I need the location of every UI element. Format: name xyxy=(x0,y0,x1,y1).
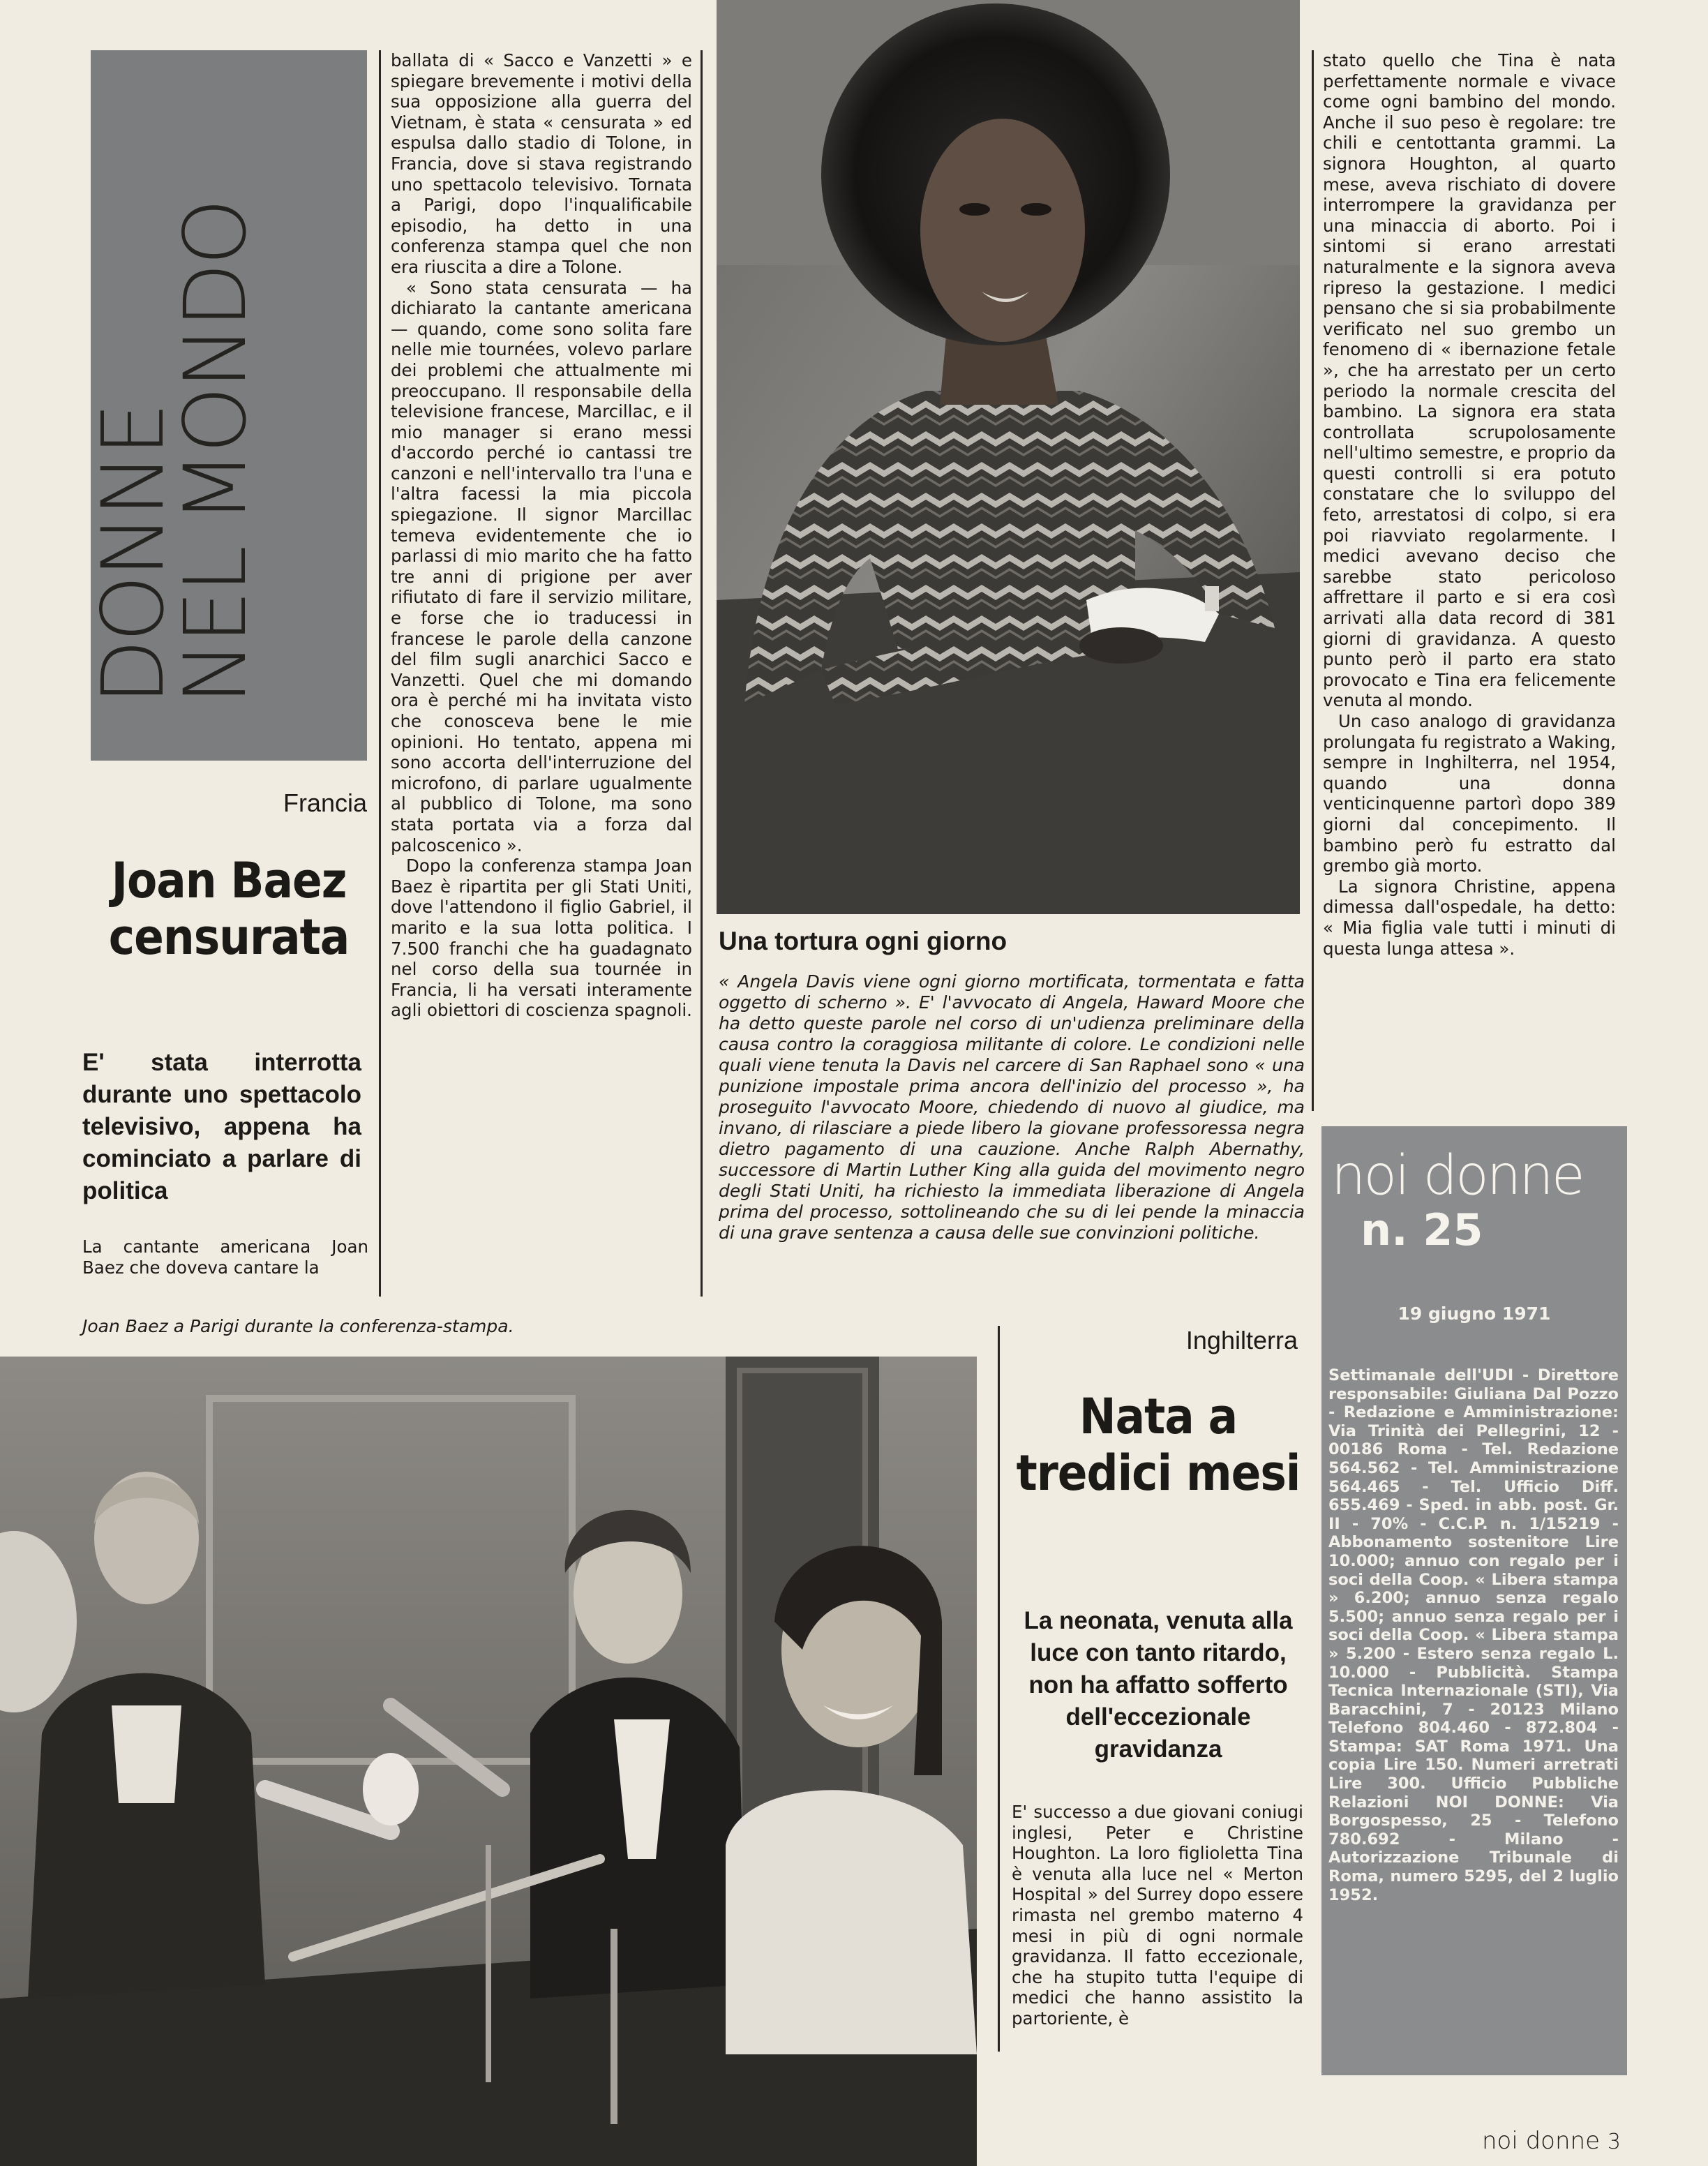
page-footer xyxy=(1482,2127,1621,2155)
paragraph: stato quello che Tina è nata perfettamente normale e vivace come ogni bambino del mondo. Anche il suo peso è regolare: tre chili e centottanta grammi. La signora Houghton, al quarto mese, aveva rischiato di dovere interrompere la gravidanza per una minaccia di aborto. Poi i sintomi si erano arrestati naturalmente e la signora aveva ripreso la gestazione. I medici pensano che si sia probabilmente verificato nel suo grembo un fenomeno di « ibernazione fetale », che ha arrestato per un certo periodo la normale crescita del bambino. La signora era stata controllata scrupolosamente nell'ultimo semestre, e proprio da questi controlli si era potuto constatare che lo sviluppo del feto, arrestatosi di colpo, si era poi riavviato regolarmente. I medici avevano deciso che sarebbe stato pericoloso affrettare il parto e si era così arrivati alla data record di 381 giorni di gravidanza. A questo punto però il parto era stato provocato e Tina era felicemente venuta al mondo. xyxy=(1323,50,1616,711)
paragraph: ballata di « Sacco e Vanzetti » e spiegare brevemente i motivi della sua opposizione alla guerra del Vietnam, è stata « censurata » ed espulsa dallo stadio di Tolone, in Francia, dove si stava registrando uno spettacolo televisivo. Tornata a Parigi, dopo l'inqualificabile episodio, ha detto in una conferenza stampa quel che non era riuscita a dire a Tolone. xyxy=(391,50,692,277)
footer-brand: noi donne xyxy=(1482,2127,1601,2155)
column-rule xyxy=(379,50,381,1297)
photo-caption: Joan Baez a Parigi durante la conferenza-stampa. xyxy=(82,1316,514,1336)
angela-davis-photo xyxy=(717,0,1300,914)
paragraph: Un caso analogo di gravidanza prolungata fu registrato a Waking, sempre in Inghilterra, nel 1954, quando una donna venticinquenne partorì dopo 389 giorni dal concepimento. Il bambino però fu estratto dal grembo già morto. xyxy=(1323,711,1616,876)
article-country: Francia xyxy=(283,789,367,817)
colophon-box xyxy=(1321,1126,1627,2075)
section-masthead-title xyxy=(84,77,265,705)
colophon-text: Settimanale dell'UDI - Direttore responsabile: Giuliana Dal Pozzo - Redazione e Amministrazione: Via Trinità dei Pellegrini, 12 - 00186 Roma - Tel. Redazione 564.562 - Tel. Amministrazione 564.465 - Tel. Ufficio Diff. 655.469 - Sped. in abb. post. Gr. II - 70% - C.C.P. n. 1/15219 - Abbonamento sostenitore Lire 10.000; annuo con regalo per i soci della Coop. « Libera stampa » 6.200; annuo senza regalo 5.500; annuo senza regalo per i soci della Coop. « Libera stampa » 5.200 - Estero senza regalo L. 10.000 - Pubblicità. Stampa Tecnica Internazionale (STI), Via Baracchini, 7 - 20123 Milano Telefono 804.460 - 872.804 - Stampa: SAT Roma 1971. Una copia Lire 150. Numeri arretrati Lire 300. Ufficio Pubbliche Relazioni NOI DONNE: Via Borgospesso, 25 - Telefono 780.692 - Milano - Autorizzazione Tribunale di Roma, numero 5295, del 2 luglio 1952. xyxy=(1328,1366,1619,1904)
page-number: 3 xyxy=(1607,2130,1621,2154)
photo-caption-title: Una tortura ogni giorno xyxy=(719,927,1007,955)
article-subheadline: La neonata, venuta alla luce con tanto ritardo, non ha affatto sofferto dell'eccezionale gravidanza xyxy=(1024,1607,1293,1763)
photo-caption-text: « Angela Davis viene ogni giorno mortificata, tormentata e fatta oggetto di scherno ». E' l'avvocato di Angela, Haward Moore che ha detto queste parole nel corso di un'udienza preliminare della causa contro la coraggiosa militante di colore. Le condizioni nelle quali viene tenuta la Davis nel carcere di San Raphael sono « una punizione impostale prima ancora dell'inizio del processo », ha proseguito l'avvocato Moore, chiedendo di nuovo al giudice, ma invano, di rilasciare a piede libero la giovane professoressa negra dietro pagamento di una cauzione. Anche Ralph Abernathy, successore di Martin Luther King alla guida del movimento negro degli Stati Uniti, ha richiesto la immediata liberazione di Angela prima del processo, sottolineando che su di lei pende la minaccia di una grave sentenza a causa delle sue convinzioni politiche. xyxy=(719,971,1305,1243)
masthead-line1: DONNE xyxy=(84,405,183,705)
article-country: Inghilterra xyxy=(1185,1326,1298,1354)
column-rule xyxy=(1312,50,1314,1111)
issue-date: 19 giugno 1971 xyxy=(1398,1304,1551,1324)
issue-number: n. 25 xyxy=(1361,1204,1483,1255)
masthead-line2: NEL MONDO xyxy=(166,201,265,705)
article-body-text: E' successo a due giovani coniugi inglesi, Peter e Christine Houghton. La loro figlioletta Tina è venuta alla luce nel « Merton Hospital » del Surrey dopo essere rimasta nel grembo materno 4 mesi in più di ogni normale gravidanza. Il fatto eccezionale, che ha stupito tutta l'equipe di medici che hanno assistito la partoriente, è xyxy=(1012,1802,1303,2029)
article-headline: Nata a tredici mesi xyxy=(1016,1388,1301,1502)
article-intro-text: La cantante americana Joan Baez che doveva cantare la xyxy=(82,1237,368,1278)
article-headline: Joan Baez censurata xyxy=(108,852,350,966)
column-rule xyxy=(998,1326,1000,2052)
paragraph: La signora Christine, appena dimessa dall'ospedale, ha detto: « Mia figlia vale tutti i minuti di questa lunga attesa ». xyxy=(1323,876,1616,959)
paragraph: « Sono stata censurata — ha dichiarato la cantante americana — quando, come sono solita fare nelle mie tournées, volevo parlare dei problemi che attualmente mi preoccupano. Il responsabile della televisione francese, Marcillac, e il mio manager si erano messi d'accordo perché io cantassi tre canzoni e nell'intervallo tra l'una e l'altra facessi la mia piccola spiegazione. Il signor Marcillac temeva evidentemente che io parlassi di mio marito che ha fatto tre anni di prigione per aver rifiutato di fare il servizio militare, e forse che io traducessi in francese le parole della canzone del film sugli anarchici Sacco e Vanzetti. Quel che mi domando ora è perché mi ha invitata visto che conosceva bene le mie opinioni. Ho tentato, appena mi sono accorta dell'interruzione del microfono, di parlare ugualmente al pubblico di Tolone, ma sono stata portata via a forza dal palcoscenico ». xyxy=(391,277,692,856)
article-body-column xyxy=(1323,50,1616,959)
joan-baez-press-conference-photo xyxy=(0,1357,977,2166)
article-body-column xyxy=(391,50,692,1021)
column-rule xyxy=(701,50,703,1297)
paragraph: Dopo la conferenza stampa Joan Baez è ripartita per gli Stati Uniti, dove l'attendono il figlio Gabriel, il marito e la sua lotta politica. I 7.500 franchi che ha guadagnato nel corso della sua tournée in Francia, li ha versati interamente agli obiettori di coscienza spagnoli. xyxy=(391,856,692,1021)
colophon-logo: noi donne xyxy=(1331,1144,1583,1207)
article-subheadline: E' stata interrotta durante uno spettacolo televisivo, appena ha cominciato a parlare di politica xyxy=(82,1049,361,1204)
